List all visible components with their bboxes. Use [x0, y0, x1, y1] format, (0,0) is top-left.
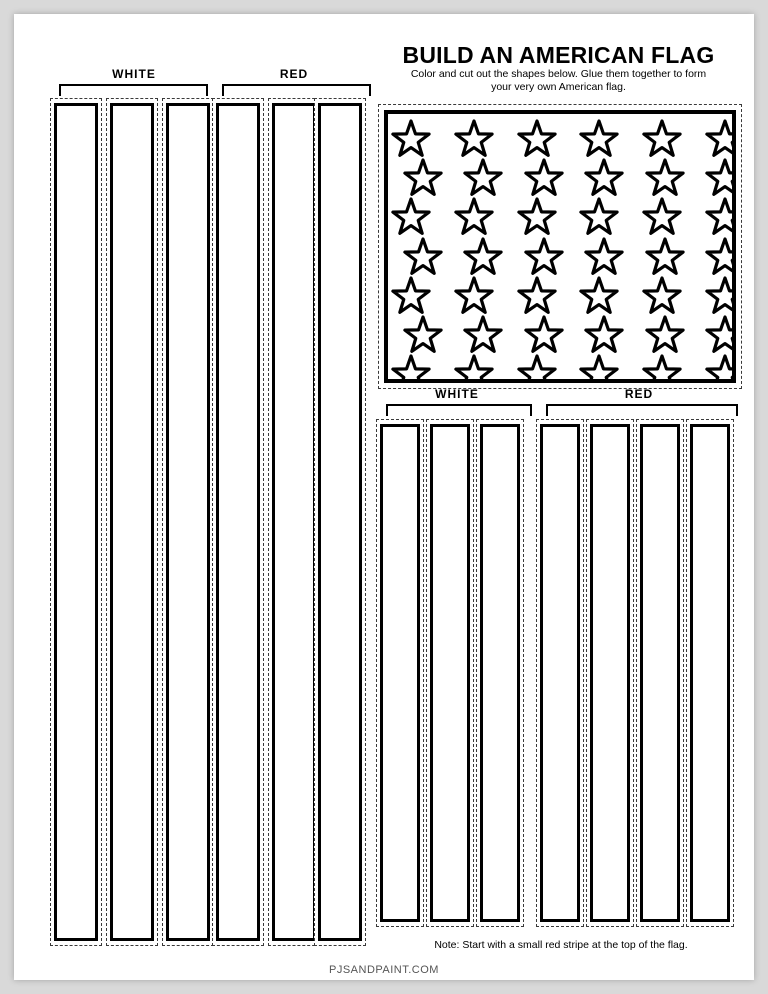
star-field-border	[384, 110, 736, 383]
star-icon	[453, 118, 493, 158]
stripe-outline	[54, 103, 98, 941]
star-icon	[462, 314, 502, 354]
star-icon	[578, 196, 618, 236]
stripe-outline	[540, 424, 580, 922]
stripe-outline	[216, 103, 260, 941]
star-icon	[523, 314, 563, 354]
star-icon	[523, 157, 563, 197]
stripe-left-white-3[interactable]	[162, 98, 214, 946]
star-icon	[516, 353, 556, 383]
star-icon	[516, 118, 556, 158]
stripe-left-white-1[interactable]	[50, 98, 102, 946]
star-icon	[390, 196, 430, 236]
star-icon	[578, 353, 618, 383]
star-icon	[453, 353, 493, 383]
star-icon	[641, 353, 681, 383]
stripe-outline	[380, 424, 420, 922]
stripe-outline	[640, 424, 680, 922]
star-icon	[583, 314, 623, 354]
star-icon	[516, 196, 556, 236]
stripe-right-white-1[interactable]	[376, 419, 424, 927]
bracket-right-red	[546, 404, 738, 416]
star-icon	[390, 275, 430, 315]
star-icon	[644, 157, 684, 197]
star-icon	[462, 236, 502, 276]
stripe-right-red-2[interactable]	[586, 419, 634, 927]
star-icon	[704, 118, 736, 158]
star-icon	[704, 353, 736, 383]
stripe-outline	[318, 103, 362, 941]
bracket-left-white	[59, 84, 208, 96]
star-icon	[516, 275, 556, 315]
label-left-red: RED	[279, 67, 309, 81]
star-icon	[578, 275, 618, 315]
stripe-outline	[590, 424, 630, 922]
stripe-left-red-2[interactable]	[268, 98, 320, 946]
star-icon	[704, 275, 736, 315]
star-icon	[402, 157, 442, 197]
star-icon	[704, 157, 736, 197]
label-right-white: WHITE	[435, 387, 479, 401]
star-icon	[704, 236, 736, 276]
stripe-right-red-3[interactable]	[636, 419, 684, 927]
star-field-panel[interactable]	[378, 104, 742, 389]
bracket-right-white	[386, 404, 532, 416]
star-icon	[402, 236, 442, 276]
stripe-right-red-4[interactable]	[686, 419, 734, 927]
star-icon	[453, 275, 493, 315]
stripe-outline	[110, 103, 154, 941]
star-icon	[402, 314, 442, 354]
star-icon	[644, 314, 684, 354]
stripe-outline	[430, 424, 470, 922]
star-icon	[641, 196, 681, 236]
star-icon	[641, 118, 681, 158]
star-icon	[641, 275, 681, 315]
label-left-white: WHITE	[112, 67, 156, 81]
label-right-red: RED	[624, 387, 654, 401]
star-icon	[583, 157, 623, 197]
star-icon	[462, 157, 502, 197]
stripe-right-white-3[interactable]	[476, 419, 524, 927]
star-icon	[704, 314, 736, 354]
stripe-outline	[272, 103, 316, 941]
stripe-left-red-1[interactable]	[212, 98, 264, 946]
star-icon	[523, 236, 563, 276]
star-icon	[583, 236, 623, 276]
stripe-outline	[166, 103, 210, 941]
star-icon	[644, 236, 684, 276]
stripe-outline	[690, 424, 730, 922]
bracket-left-red	[222, 84, 371, 96]
star-icon	[390, 353, 430, 383]
star-icon	[578, 118, 618, 158]
page-subtitle: Color and cut out the shapes below. Glue them together to form your very own American flag.	[410, 68, 707, 93]
page-title: BUILD AN AMERICAN FLAG	[402, 42, 715, 68]
stripe-left-red-3[interactable]	[314, 98, 366, 946]
paper-sheet	[14, 14, 754, 980]
star-icon	[390, 118, 430, 158]
star-icon	[704, 196, 736, 236]
star-icon	[453, 196, 493, 236]
stripe-right-red-1[interactable]	[536, 419, 584, 927]
stripe-left-white-2[interactable]	[106, 98, 158, 946]
footer-note: Note: Start with a small red stripe at the top of the flag.	[434, 939, 688, 951]
stripe-right-white-2[interactable]	[426, 419, 474, 927]
stripe-outline	[480, 424, 520, 922]
brand-watermark: PJSANDPAINT.COM	[329, 964, 439, 976]
